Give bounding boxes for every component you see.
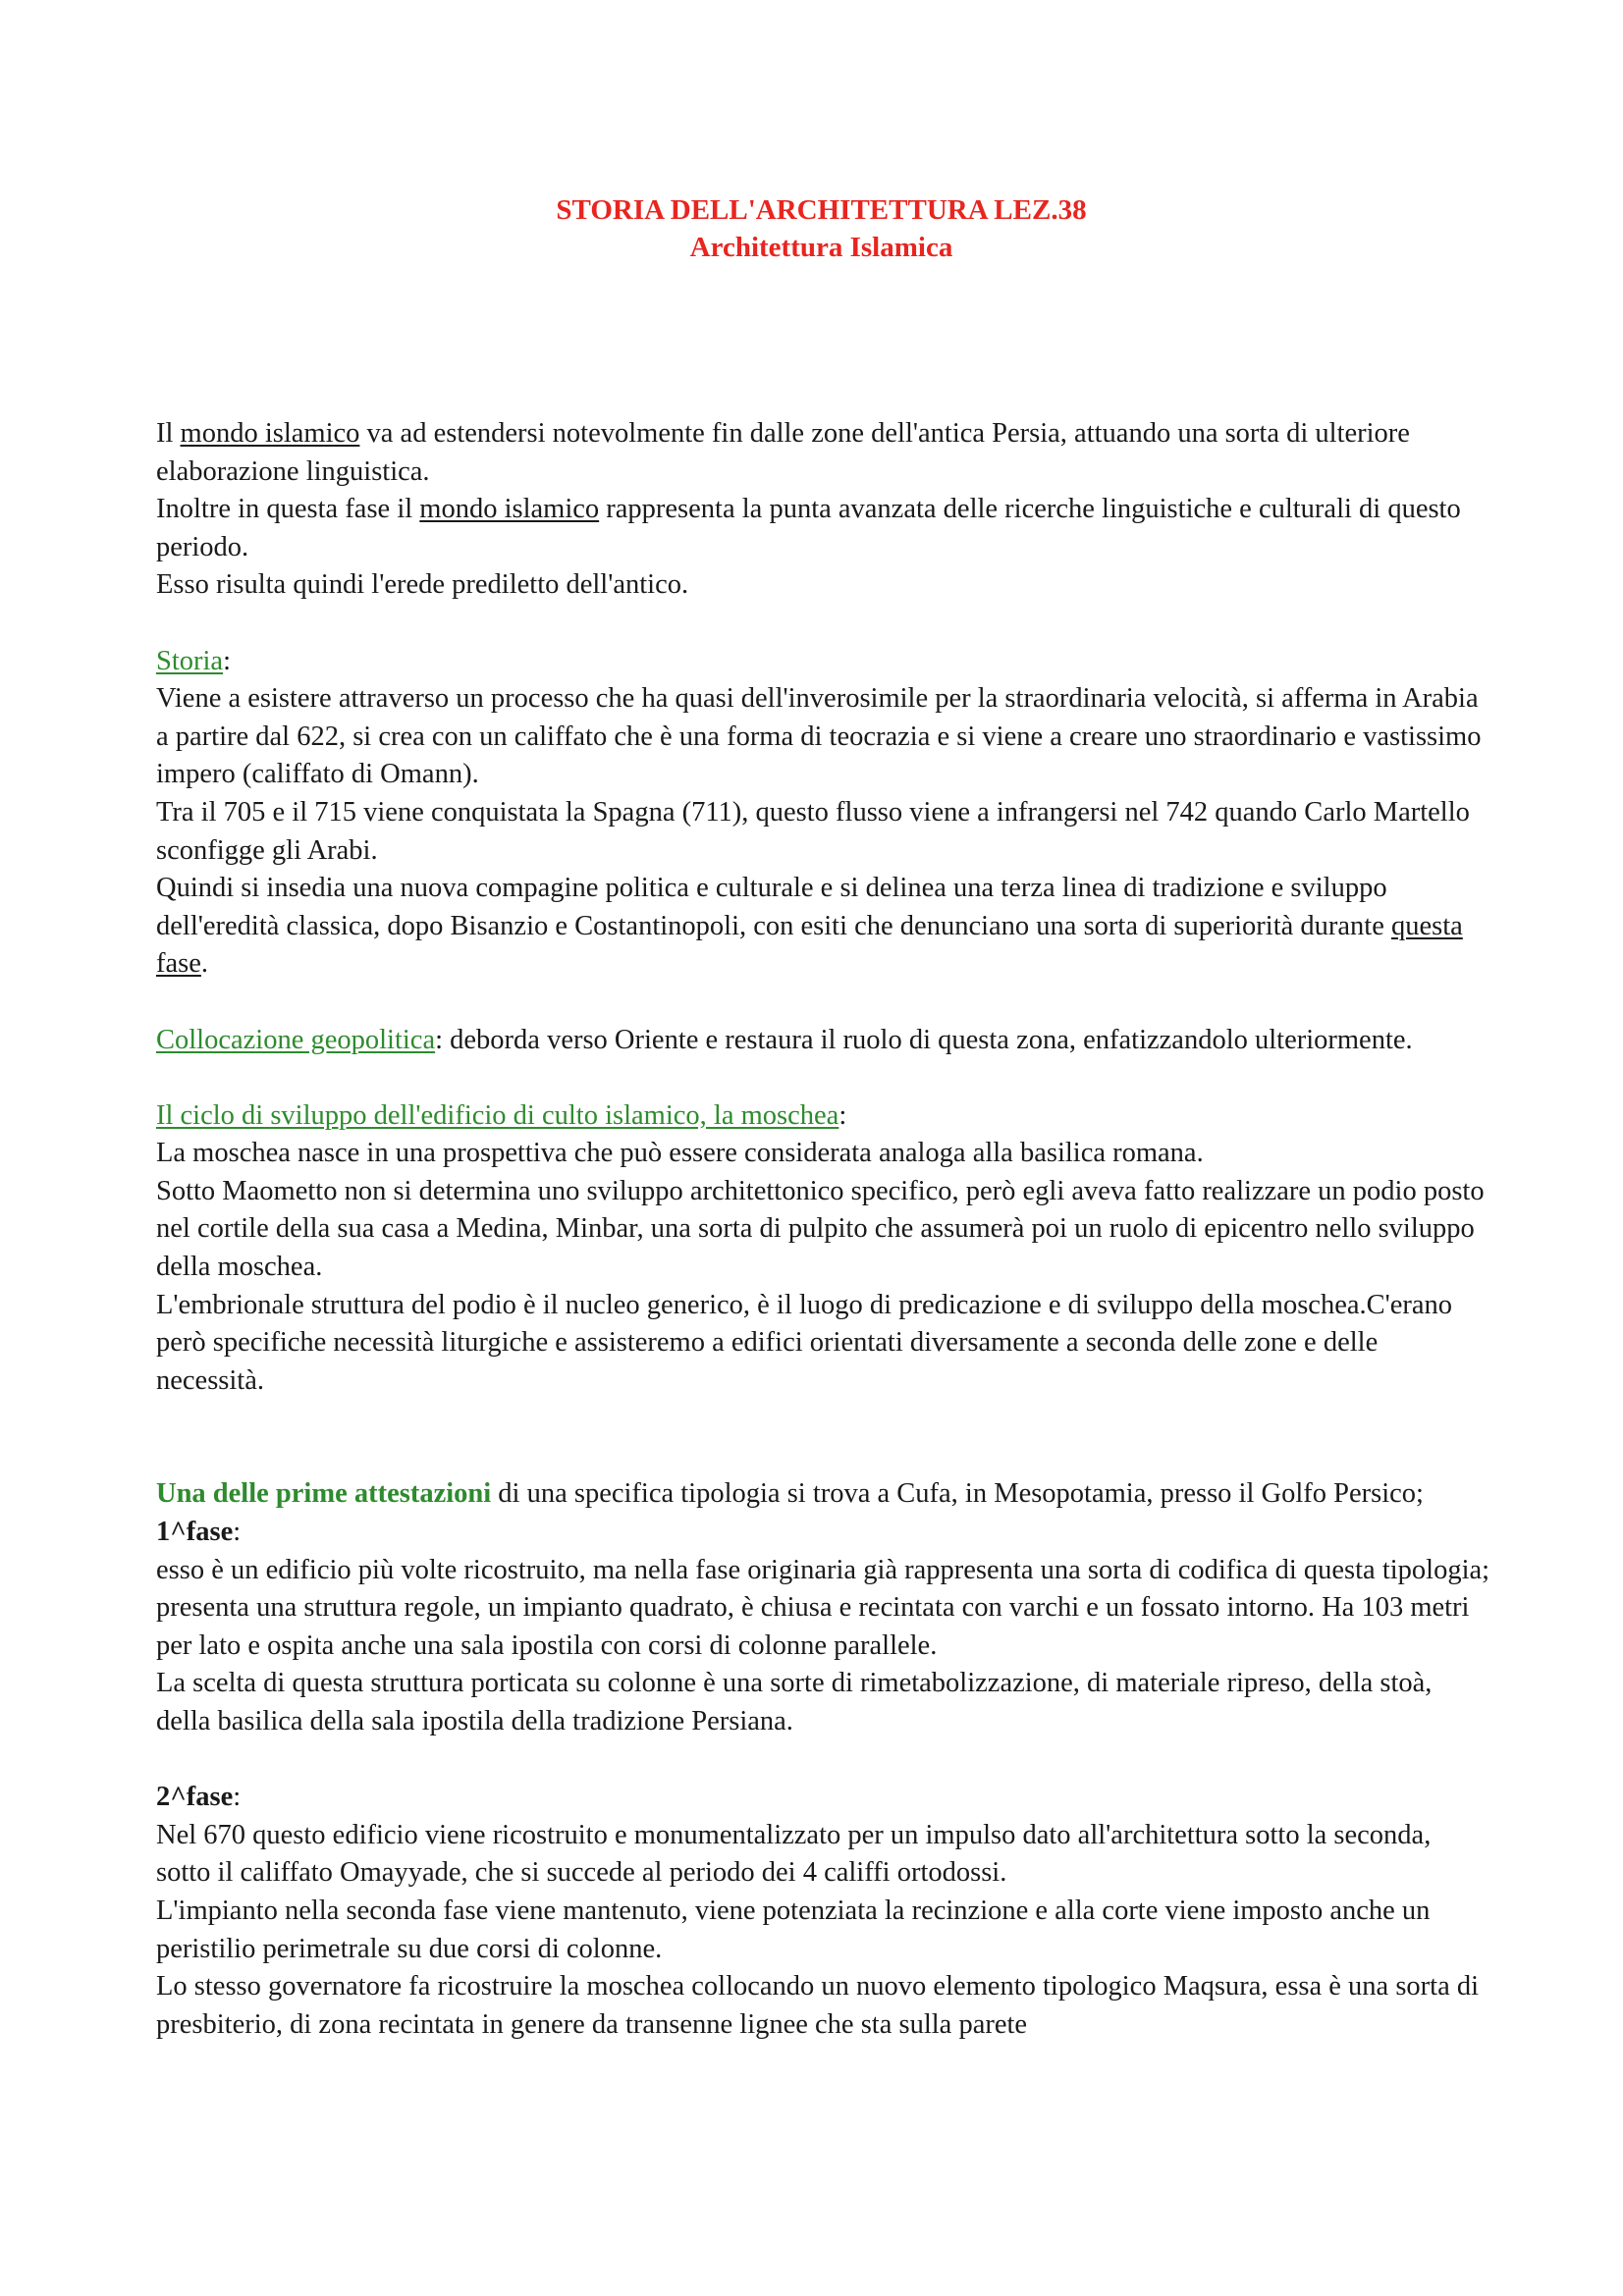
section-heading-moschea: Il ciclo di sviluppo dell'edificio di culto islamico, la moschea:: [156, 1099, 847, 1131]
intro-paragraph-3: Esso risulta quindi l'erede prediletto dell'antico.: [156, 569, 689, 601]
underlined-term: questa fase: [156, 910, 1463, 980]
cufa-intro: Una delle prime attestazioni di una specifica tipologia si trova a Cufa, in Mesopotamia, presso il Golfo Persico;: [156, 1478, 1424, 1510]
fase1-paragraph-1: esso è un edificio più volte ricostruito, ma nella fase originaria già rappresenta una sorta di codifica di questa tipologia; presenta una struttura regole, un impianto quadrato, è chiusa e recintata con varchi e un fossato intorno. Ha 103 metri per lato e ospita anche una sala ipostila con corsi di colonne parallele.: [156, 1554, 1490, 1661]
cufa-lead: Una delle prime attestazioni: [156, 1478, 492, 1510]
document-header: [151, 191, 1491, 266]
section-geopolitica: Collocazione geopolitica: deborda verso Oriente e restaura il ruolo di questa zona, enfatizzandolo ulteriormente.: [156, 1024, 1413, 1055]
storia-paragraph-1: Viene a esistere attraverso un processo che ha quasi dell'inverosimile per la straordinaria velocità, si afferma in Arabia a partire dal 622, si crea con un califfato che è una forma di teocrazia e si viene a creare uno straordinario e vastissimo impero (califfato di Omann).: [156, 683, 1482, 790]
fase2-paragraph-3: Lo stesso governatore fa ricostruire la moschea collocando un nuovo elemento tipologico Maqsura, essa è una sorta di presbiterio, di zona recintata in genere da transenne lignee che sta sulla parete: [156, 1971, 1480, 2040]
underlined-term: mondo islamico: [419, 494, 600, 525]
moschea-paragraph-1: La moschea nasce in una prospettiva che può essere considerata analoga alla basilica romana.: [156, 1138, 1204, 1169]
document-subtitle: Architettura Islamica: [689, 232, 953, 263]
fase1-paragraph-2: La scelta di questa struttura porticata su colonne è una sorte di rimetabolizzazione, di materiale ripreso, della stoà, della basilica della sala ipostila della tradizione Persiana.: [156, 1668, 1433, 1736]
fase2-heading: 2^fase:: [156, 1782, 242, 1813]
document-title: STORIA DELL'ARCHITETTURA LEZ.38: [556, 194, 1087, 226]
fase2-paragraph-1: Nel 670 questo edificio viene ricostruito e monumentalizzato per un impulso dato all'architettura sotto la seconda, sotto il califfato Omayyade, che si succede al periodo dei 4 califfi ortodossi.: [156, 1819, 1432, 1889]
fase2-paragraph-2: L'impianto nella seconda fase viene mantenuto, viene potenziata la recinzione e alla corte viene imposto anche un peristilio perimetrale su due corsi di colonne.: [156, 1895, 1431, 1964]
fase1-heading: 1^fase:: [156, 1517, 242, 1548]
underlined-term: mondo islamico: [180, 418, 360, 449]
document-page: [156, 191, 1491, 2044]
storia-paragraph-2: Tra il 705 e il 715 viene conquistata la Spagna (711), questo flusso viene a infrangersi nel 742 quando Carlo Martello sconfigge gli Arabi.: [156, 796, 1470, 866]
intro-paragraph-1: Il mondo islamico va ad estendersi notevolmente fin dalle zone dell'antica Persia, attuando una sorta di ulteriore elaborazione linguistica.: [156, 418, 1410, 487]
section-heading-geopolitica: Collocazione geopolitica: [156, 1024, 436, 1055]
storia-paragraph-3: Quindi si insedia una nuova compagine politica e culturale e si delinea una terza linea di tradizione e sviluppo dell'eredità classica, dopo Bisanzio e Costantinopoli, con esiti che denunciano una sorta di superiorità durante questa fase.: [156, 873, 1463, 980]
intro-paragraph-2: Inoltre in questa fase il mondo islamico rappresenta la punta avanzata delle ricerche linguistiche e culturali di questo periodo.: [156, 494, 1461, 562]
moschea-paragraph-3: L'embrionale struttura del podio è il nucleo generico, è il luogo di predicazione e di sviluppo della moschea.C'erano però specifiche necessità liturgiche e assisteremo a edifici orientati diversamente a seconda delle zone e delle necessità.: [156, 1289, 1453, 1396]
moschea-paragraph-2: Sotto Maometto non si determina uno sviluppo architettonico specifico, però egli aveva fatto realizzare un podio posto nel cortile della sua casa a Medina, Minbar, una sorta di pulpito che assumerà poi un ruolo di epicentro nello sviluppo della moschea.: [156, 1175, 1485, 1283]
section-heading-storia: Storia:: [156, 645, 231, 676]
